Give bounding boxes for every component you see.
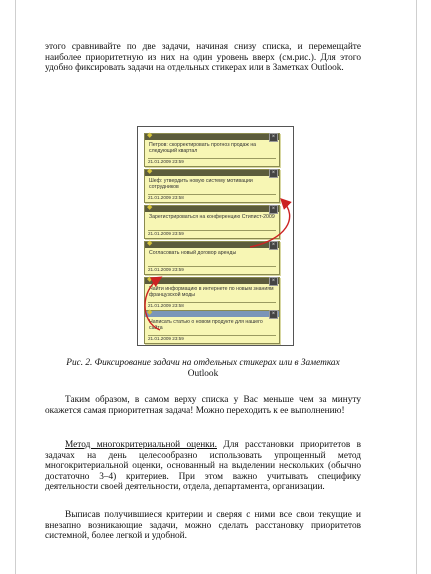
paragraph-criteria: Выписав получившиеся критерии и сверяя с ними все свои текущие и внезапно возникающие задачи, можно сделать расстановку приоритетов системной, более легкой и удобной. [45,510,361,542]
pin-icon: ◆ [147,203,153,211]
method-heading: Метод многокритериальной оценки. [65,440,217,450]
caption-italic: Рис. 2. Фиксирование задачи на отдельных стикерах или в Заметках [66,358,340,368]
note-date: 21.01.2009 23:59 [148,230,276,237]
pin-icon: ◆ [147,131,153,139]
note-text: Зарегистрироваться на конференцию Стипист-2009 [149,214,275,220]
pin-icon: ◆ [147,275,153,283]
paragraph-method [45,440,361,493]
note-date: 21.01.2009 23:59 [148,266,276,273]
pin-icon: ◆ [147,239,153,247]
arrow-up-left [145,275,160,330]
note-date: 21.01.2009 23:58 [148,302,276,309]
close-icon: × [269,277,278,286]
arrow-up-right [250,200,290,247]
caption-normal: Outlook [187,368,219,379]
pin-icon: ◆ [147,308,153,316]
note-text: Согласовать новый договор аренды [149,250,237,256]
pin-icon: ◆ [147,167,153,175]
note-date: 21.01.2009 23:59 [148,158,276,165]
close-icon: × [269,310,278,319]
paragraph-intro: этого сравнивайте по две задачи, начиная снизу списка, и перемещайте наиболее приоритетную из них на один уровень вверх (см.рис.). Для этого удобно фиксировать задачи на отдельных стикерах или в Заметках Outlook. [45,42,361,74]
note-text: Шеф: утвердить новую систему мотивации сотрудников [149,178,253,190]
close-icon: × [269,241,278,250]
note-text: Найти информацию в интернете по новым знаниям французской моды [149,286,274,298]
note-text: Петров: скорректировать прогноз продаж на следующий квартал [149,142,257,154]
paragraph-result: Таким образом, в самом верху списка у Вас меньше чем за минуту окажется самая приоритетная задача! Можно переходить к ее выполнению! [45,395,361,416]
note-date: 21.01.2009 23:59 [148,335,276,342]
figure-caption [45,358,361,379]
note-date: 21.01.2009 23:58 [148,194,276,201]
method-text: Для расстановки приоритетов в задачах на день целесообразно использовать упрощенный метод многокритериальной оценки, основанный на выделении нескольких (обычно достаточно 3–4) критериев. При этом важно учитывать специфику деятельности своей деятельности, отдела, департамента, организации. [45,440,361,493]
close-icon: × [269,205,278,214]
close-icon: × [269,169,278,178]
note-text: Написать статью о новом продукте для нашего сайта [149,319,263,331]
close-icon: × [269,133,278,142]
